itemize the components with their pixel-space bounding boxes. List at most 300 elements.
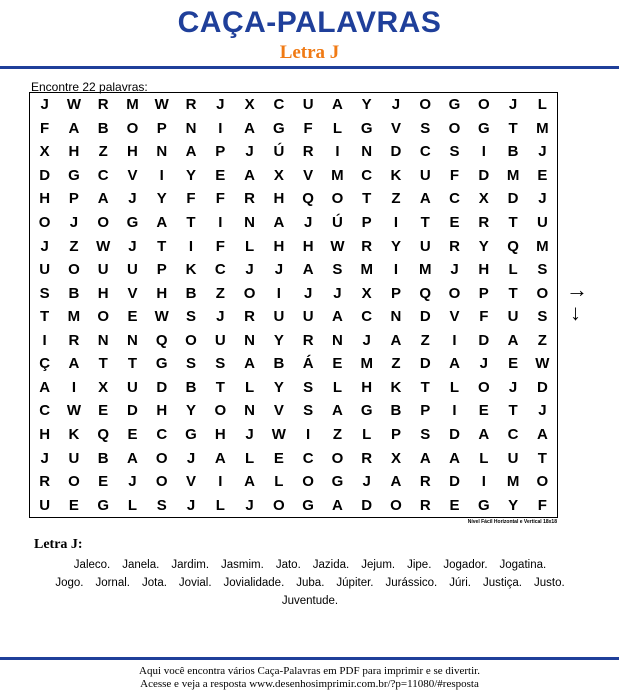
- grid-cell: R: [361, 237, 373, 255]
- level-note: Nível Fácil Horizontal e Vertical 18x18: [467, 519, 557, 525]
- grid-cell: N: [127, 331, 138, 349]
- grid-cell: T: [508, 119, 518, 137]
- instruction-text: Encontre 22 palavras:: [31, 80, 148, 94]
- grid-cell: N: [244, 214, 255, 232]
- grid-cell: D: [478, 166, 490, 184]
- grid-cell: Y: [508, 496, 519, 514]
- grid-cell: D: [449, 473, 460, 491]
- grid-cell: S: [156, 496, 167, 514]
- grid-cell: R: [302, 331, 314, 349]
- grid-cell: T: [508, 214, 518, 232]
- grid-cell: C: [361, 308, 373, 326]
- grid-cell: U: [97, 261, 109, 279]
- grid-cell: U: [419, 166, 431, 184]
- word-list-item: Júri.: [449, 577, 471, 589]
- grid-cell: N: [244, 402, 255, 420]
- grid-cell: E: [127, 308, 138, 326]
- grid-cell: O: [243, 284, 256, 302]
- grid-cell: U: [127, 378, 138, 396]
- grid-cell: H: [478, 261, 490, 279]
- grid-cell: R: [39, 473, 51, 491]
- grid-cell: G: [448, 96, 461, 114]
- grid-cell: H: [302, 237, 314, 255]
- grid-cell: C: [302, 449, 314, 467]
- footer-line-2: Acesse e veja a resposta www.desenhosimprimir.com.br/?p=11080/#resposta: [140, 678, 479, 690]
- grid-cell: S: [303, 402, 314, 420]
- arrow-down-icon: ↓: [570, 300, 581, 325]
- grid-cells: [30, 93, 557, 517]
- grid-cell: M: [536, 237, 549, 255]
- grid-cell: K: [390, 166, 402, 184]
- grid-cell: E: [449, 496, 460, 514]
- grid-cell: N: [390, 308, 402, 326]
- grid-cell: M: [331, 166, 344, 184]
- grid-cell: N: [156, 143, 168, 161]
- grid-cell: R: [419, 473, 431, 491]
- grid-cell: P: [420, 402, 431, 420]
- grid-cell: A: [449, 355, 460, 373]
- grid-cell: F: [449, 166, 460, 184]
- grid-cell: A: [127, 449, 138, 467]
- grid-cell: W: [66, 402, 81, 420]
- word-list-item: Jogatina.: [499, 559, 547, 571]
- grid-cell: E: [449, 214, 460, 232]
- grid-cell: U: [419, 237, 431, 255]
- grid-cell: S: [186, 308, 197, 326]
- grid-cell: K: [185, 261, 197, 279]
- grid-cell: Z: [537, 331, 547, 349]
- grid-cell: G: [360, 119, 373, 137]
- grid-cell: D: [419, 308, 431, 326]
- grid-cell: I: [481, 143, 486, 161]
- grid-cell: A: [302, 261, 314, 279]
- grid-cell: Y: [186, 402, 197, 420]
- grid-cell: B: [273, 355, 285, 373]
- grid-cell: G: [477, 496, 490, 514]
- grid-cell: H: [127, 143, 138, 161]
- grid-cell: W: [535, 355, 550, 373]
- grid-cell: X: [273, 166, 284, 184]
- grid-cell: D: [478, 331, 490, 349]
- grid-cell: J: [362, 473, 371, 491]
- grid-cell: U: [302, 96, 314, 114]
- grid-cell: I: [452, 331, 457, 349]
- grid-cell: J: [216, 308, 225, 326]
- grid-cell: A: [244, 473, 255, 491]
- grid-cell: A: [68, 355, 80, 373]
- grid-cell: E: [478, 402, 489, 420]
- grid-cell: T: [215, 378, 225, 396]
- grid-cell: C: [273, 96, 285, 114]
- grid-cell: I: [276, 284, 281, 302]
- grid-cell: L: [244, 449, 255, 467]
- grid-cell: R: [68, 331, 80, 349]
- grid-cell: J: [274, 261, 284, 279]
- grid-cell: C: [39, 402, 51, 420]
- grid-cell: A: [244, 119, 255, 137]
- grid-cell: L: [449, 378, 460, 396]
- grid-cell: B: [185, 378, 197, 396]
- word-search-grid: [29, 92, 558, 518]
- grid-cell: I: [393, 261, 399, 279]
- word-list-item: Jogador.: [443, 559, 488, 571]
- grid-cell: H: [214, 426, 226, 444]
- grid-cell: Ú: [331, 214, 343, 232]
- grid-cell: V: [127, 166, 138, 184]
- grid-cell: M: [67, 308, 81, 326]
- grid-cell: X: [98, 378, 109, 396]
- grid-cell: Z: [391, 355, 401, 373]
- grid-cell: U: [536, 214, 548, 232]
- word-list-item: Jazida.: [312, 559, 350, 571]
- grid-cell: O: [155, 449, 168, 467]
- grid-cell: S: [215, 355, 226, 373]
- grid-cell: A: [536, 426, 548, 444]
- grid-cell: H: [39, 426, 51, 444]
- word-list-item: Juba.: [296, 577, 325, 589]
- grid-cell: V: [390, 119, 401, 137]
- grid-cell: G: [302, 496, 314, 514]
- grid-cell: E: [98, 473, 109, 491]
- grid-cell: P: [156, 261, 167, 279]
- grid-cell: Y: [186, 166, 197, 184]
- grid-cell: J: [128, 237, 137, 255]
- grid-cell: V: [273, 402, 284, 420]
- grid-cell: N: [97, 331, 109, 349]
- grid-cell: Y: [361, 96, 372, 114]
- grid-cell: A: [419, 190, 431, 208]
- grid-cell: O: [302, 473, 314, 491]
- grid-cell: U: [39, 261, 51, 279]
- grid-cell: L: [332, 378, 342, 396]
- grid-cell: C: [156, 426, 168, 444]
- grid-cell: N: [185, 119, 197, 137]
- grid-cell: O: [214, 402, 227, 420]
- grid-cell: D: [390, 143, 402, 161]
- grid-cell: E: [273, 449, 284, 467]
- grid-cell: O: [448, 119, 461, 137]
- grid-cell: T: [40, 308, 50, 326]
- grid-cell: Ç: [39, 355, 51, 373]
- grid-cell: Q: [302, 190, 314, 208]
- grid-cell: R: [449, 237, 460, 255]
- grid-cell: T: [186, 214, 196, 232]
- grid-cell: J: [245, 426, 254, 444]
- grid-cell: W: [330, 237, 345, 255]
- grid-cell: D: [361, 496, 373, 514]
- grid-cell: J: [450, 261, 459, 279]
- grid-cell: Y: [390, 237, 401, 255]
- grid-cell: M: [360, 355, 373, 373]
- grid-cell: B: [97, 449, 109, 467]
- grid-cell: L: [508, 261, 518, 279]
- grid-cell: C: [449, 190, 460, 208]
- grid-cell: J: [508, 96, 518, 114]
- grid-cell: R: [419, 496, 431, 514]
- grid-cell: H: [68, 143, 80, 161]
- word-list-item: Jovial.: [178, 577, 212, 589]
- word-list-item: Janela.: [122, 559, 160, 571]
- grid-cell: J: [245, 496, 254, 514]
- grid-cell: V: [127, 284, 138, 302]
- grid-cell: G: [68, 166, 80, 184]
- grid-cell: O: [419, 96, 432, 114]
- grid-cell: Q: [507, 237, 519, 255]
- grid-cell: S: [39, 284, 50, 302]
- footer-line-1: Aqui você encontra vários Caça-Palavras em PDF para imprimir e se divertir.: [139, 665, 480, 677]
- grid-cell: O: [155, 473, 168, 491]
- grid-cell: Y: [273, 331, 284, 349]
- grid-cell: M: [506, 473, 520, 491]
- grid-cell: E: [508, 355, 519, 373]
- grid-cell: Z: [215, 284, 225, 302]
- grid-cell: J: [186, 496, 196, 514]
- grid-cell: K: [68, 426, 80, 444]
- grid-cell: J: [69, 214, 79, 232]
- grid-cell: T: [157, 237, 167, 255]
- word-list-item: Jota.: [141, 577, 167, 589]
- grid-cell: E: [215, 166, 226, 184]
- grid-cell: I: [306, 426, 311, 444]
- grid-cell: J: [40, 449, 49, 467]
- grid-cell: S: [537, 308, 548, 326]
- grid-cell: O: [126, 119, 139, 137]
- grid-cell: P: [478, 284, 489, 302]
- grid-cell: O: [477, 378, 490, 396]
- grid-cell: O: [390, 496, 402, 514]
- grid-cell: X: [244, 96, 255, 114]
- grid-cell: Q: [419, 284, 432, 302]
- grid-cell: J: [303, 214, 313, 232]
- grid-cell: H: [156, 402, 168, 420]
- grid-cell: J: [538, 143, 547, 161]
- grid-cell: P: [361, 214, 372, 232]
- grid-cell: L: [274, 473, 284, 491]
- grid-cell: O: [68, 473, 80, 491]
- grid-cell: I: [335, 143, 340, 161]
- word-list-item: Jogo.: [55, 577, 84, 589]
- word-list-heading: Letra J:: [34, 537, 83, 552]
- grid-cell: O: [536, 473, 549, 491]
- grid-cell: G: [126, 214, 139, 232]
- grid-cell: W: [154, 308, 169, 326]
- grid-cell: I: [481, 473, 486, 491]
- grid-cell: H: [273, 237, 285, 255]
- grid-cell: R: [185, 96, 197, 114]
- grid-cell: J: [538, 402, 547, 420]
- bottom-divider: [0, 657, 619, 660]
- grid-cell: I: [71, 378, 76, 396]
- grid-cell: Y: [156, 190, 167, 208]
- grid-cell: I: [42, 331, 47, 349]
- grid-cell: A: [449, 449, 460, 467]
- word-list-item: Jaleco.: [73, 559, 111, 571]
- grid-cell: D: [39, 166, 51, 184]
- grid-cell: I: [188, 237, 194, 255]
- grid-cell: T: [508, 284, 518, 302]
- grid-cell: B: [390, 402, 402, 420]
- grid-cell: D: [536, 378, 548, 396]
- grid-cell: E: [68, 496, 79, 514]
- footer: [0, 665, 619, 691]
- grid-cell: S: [420, 426, 431, 444]
- grid-cell: T: [98, 355, 108, 373]
- grid-cell: C: [97, 166, 109, 184]
- grid-cell: G: [331, 473, 344, 491]
- word-list-item: Jipe.: [407, 559, 432, 571]
- grid-cell: A: [273, 214, 285, 232]
- grid-cell: Y: [478, 237, 489, 255]
- grid-cell: T: [420, 378, 430, 396]
- grid-cell: A: [97, 190, 109, 208]
- grid-cell: H: [39, 190, 51, 208]
- word-list-item: Jornal.: [95, 577, 130, 589]
- grid-cell: A: [244, 355, 255, 373]
- grid-cell: X: [39, 143, 50, 161]
- grid-cell: A: [331, 96, 343, 114]
- grid-cell: T: [362, 190, 372, 208]
- grid-cell: T: [420, 214, 430, 232]
- grid-cell: W: [66, 96, 81, 114]
- grid-cell: Y: [273, 378, 284, 396]
- grid-cell: J: [245, 143, 254, 161]
- grid-cell: O: [97, 214, 110, 232]
- grid-cell: Ú: [273, 143, 285, 161]
- word-list-item: Jovialidade.: [223, 577, 285, 589]
- page-title: CAÇA-PALAVRAS: [177, 6, 442, 39]
- grid-cell: O: [38, 214, 51, 232]
- grid-cell: P: [68, 190, 79, 208]
- grid-cell: A: [244, 166, 255, 184]
- grid-cell: A: [507, 331, 519, 349]
- grid-cell: O: [331, 449, 344, 467]
- grid-cell: B: [97, 119, 109, 137]
- grid-cell: A: [419, 449, 431, 467]
- grid-cell: C: [361, 166, 373, 184]
- grid-cell: D: [419, 355, 431, 373]
- grid-cell: H: [156, 284, 168, 302]
- grid-cell: I: [218, 119, 223, 137]
- top-divider: [0, 66, 619, 69]
- grid-cell: L: [362, 426, 372, 444]
- grid-cell: R: [302, 143, 314, 161]
- grid-cell: M: [536, 119, 549, 137]
- grid-cell: H: [273, 190, 285, 208]
- page-subtitle: Letra J: [279, 42, 340, 63]
- grid-cell: V: [449, 308, 460, 326]
- grid-cell: X: [361, 284, 372, 302]
- grid-cell: U: [507, 449, 519, 467]
- grid-cell: R: [244, 190, 255, 208]
- grid-cell: R: [97, 96, 109, 114]
- word-list-item: Júpiter.: [336, 577, 374, 589]
- grid-cell: U: [273, 308, 285, 326]
- grid-cell: X: [478, 190, 489, 208]
- grid-cell: B: [507, 143, 519, 161]
- grid-cell: T: [127, 355, 138, 373]
- grid-cell: O: [477, 96, 490, 114]
- grid-cell: S: [449, 143, 460, 161]
- grid-cell: S: [186, 355, 197, 373]
- grid-cell: J: [186, 449, 196, 467]
- grid-cell: A: [156, 214, 168, 232]
- grid-cell: R: [244, 308, 255, 326]
- grid-cell: I: [218, 473, 223, 491]
- grid-cell: D: [507, 190, 519, 208]
- grid-cell: I: [393, 214, 399, 232]
- grid-cell: O: [185, 331, 197, 349]
- grid-cell: I: [159, 166, 164, 184]
- grid-cell: E: [537, 166, 548, 184]
- grid-cell: A: [331, 496, 343, 514]
- grid-cell: S: [537, 261, 548, 279]
- grid-cell: S: [420, 119, 431, 137]
- grid-cell: L: [332, 119, 342, 137]
- grid-cell: N: [361, 143, 373, 161]
- grid-cell: F: [537, 496, 547, 514]
- grid-cell: T: [537, 449, 547, 467]
- grid-cell: F: [215, 237, 225, 255]
- grid-cell: Z: [420, 331, 430, 349]
- grid-cell: A: [390, 331, 402, 349]
- grid-cell: U: [39, 496, 51, 514]
- grid-cell: E: [127, 426, 138, 444]
- grid-cell: W: [271, 426, 286, 444]
- grid-cell: Z: [69, 237, 79, 255]
- grid-cell: U: [214, 331, 226, 349]
- grid-cell: J: [40, 96, 49, 114]
- grid-cell: J: [362, 331, 371, 349]
- grid-cell: F: [303, 119, 313, 137]
- word-list: [20, 556, 600, 610]
- grid-cell: R: [361, 449, 373, 467]
- grid-cell: A: [185, 143, 197, 161]
- grid-cell: C: [214, 261, 226, 279]
- grid-cell: G: [477, 119, 490, 137]
- grid-cell: K: [390, 378, 402, 396]
- grid-cell: B: [185, 284, 197, 302]
- grid-cell: M: [126, 96, 139, 114]
- grid-cell: U: [68, 449, 80, 467]
- grid-cell: O: [536, 284, 549, 302]
- grid-cell: F: [215, 190, 225, 208]
- grid-cell: Z: [391, 190, 401, 208]
- grid-cell: I: [218, 214, 223, 232]
- grid-cell: F: [40, 119, 50, 137]
- grid-cell: A: [390, 473, 402, 491]
- grid-cell: G: [97, 496, 110, 514]
- grid-cell: H: [97, 284, 109, 302]
- word-list-item: Jato.: [275, 559, 301, 571]
- grid-cell: P: [390, 284, 401, 302]
- word-list-item: Jardim.: [171, 559, 210, 571]
- grid-cell: O: [273, 496, 285, 514]
- grid-cell: Á: [302, 355, 314, 373]
- grid-cell: Z: [332, 426, 342, 444]
- grid-cell: F: [479, 308, 489, 326]
- grid-cell: P: [215, 143, 226, 161]
- grid-cell: L: [127, 496, 138, 514]
- grid-cell: U: [302, 308, 314, 326]
- grid-cell: C: [507, 426, 519, 444]
- grid-cell: W: [96, 237, 111, 255]
- grid-cell: U: [507, 308, 519, 326]
- grid-cell: L: [244, 237, 255, 255]
- grid-cell: J: [303, 284, 313, 302]
- word-list-item: Jasmim.: [221, 559, 264, 571]
- grid-cell: L: [215, 496, 225, 514]
- grid-cell: J: [508, 378, 518, 396]
